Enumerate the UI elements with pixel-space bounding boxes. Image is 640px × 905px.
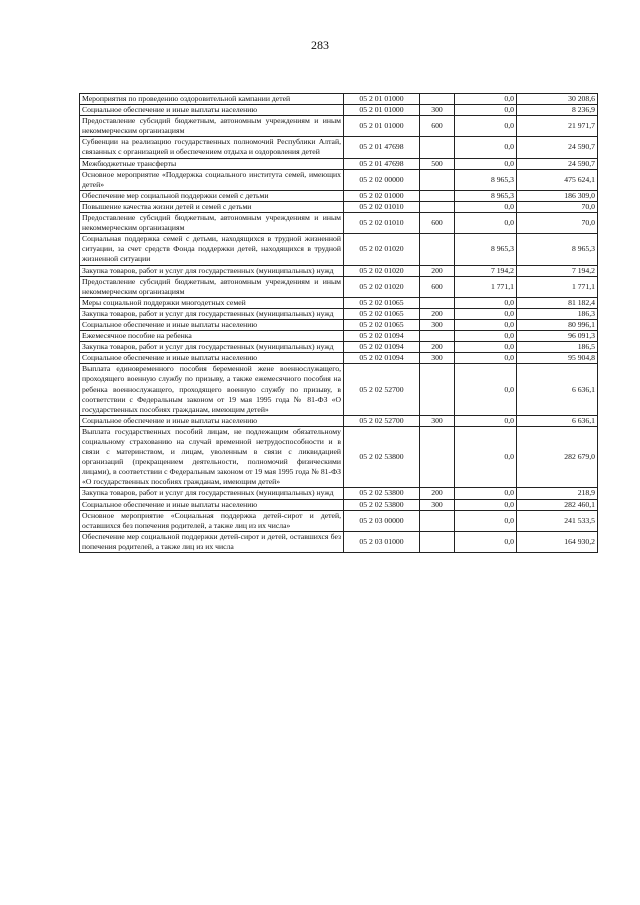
row-name-cell: Социальная поддержка семей с детьми, находящихся в трудной жизненной ситуации, за счет средств Фонда поддержки детей, находящихся в трудной жизненной ситуации [80, 234, 344, 265]
row-value2-cell: 96 091,3 [517, 331, 598, 342]
row-name-cell: Социальное обеспечение и иные выплаты населению [80, 415, 344, 426]
row-type-cell: 200 [420, 488, 455, 499]
row-name-cell: Закупка товаров, работ и услуг для государственных (муниципальных) нужд [80, 488, 344, 499]
row-value2-cell: 186,3 [517, 308, 598, 319]
row-value1-cell: 0,0 [455, 158, 517, 169]
row-value2-cell: 30 208,6 [517, 94, 598, 105]
row-value1-cell: 0,0 [455, 499, 517, 510]
budget-table [79, 93, 598, 553]
row-code-cell: 05 2 02 01020 [344, 265, 420, 276]
row-code-cell: 05 2 02 53800 [344, 426, 420, 488]
table-row [80, 342, 598, 353]
table-row [80, 158, 598, 169]
row-value1-cell: 0,0 [455, 94, 517, 105]
row-name-cell: Межбюджетные трансферты [80, 158, 344, 169]
row-code-cell: 05 2 02 01065 [344, 297, 420, 308]
row-value1-cell: 8 965,3 [455, 169, 517, 190]
row-type-cell: 200 [420, 308, 455, 319]
table-row [80, 499, 598, 510]
row-value2-cell: 21 971,7 [517, 116, 598, 137]
row-value1-cell: 0,0 [455, 488, 517, 499]
row-name-cell: Повышение качества жизни детей и семей с детьми [80, 201, 344, 212]
row-type-cell [420, 531, 455, 552]
table-row [80, 364, 598, 415]
row-value2-cell: 218,9 [517, 488, 598, 499]
row-value1-cell: 0,0 [455, 308, 517, 319]
row-value2-cell: 7 194,2 [517, 265, 598, 276]
row-value1-cell: 8 965,3 [455, 190, 517, 201]
row-value2-cell: 241 533,5 [517, 510, 598, 531]
row-code-cell: 05 2 01 47698 [344, 158, 420, 169]
row-value2-cell: 81 182,4 [517, 297, 598, 308]
row-type-cell: 600 [420, 276, 455, 297]
row-code-cell: 05 2 02 01010 [344, 201, 420, 212]
table-row [80, 415, 598, 426]
row-value1-cell: 0,0 [455, 510, 517, 531]
row-value1-cell: 0,0 [455, 201, 517, 212]
table-row [80, 94, 598, 105]
row-type-cell: 600 [420, 213, 455, 234]
row-value1-cell: 0,0 [455, 105, 517, 116]
row-value1-cell: 0,0 [455, 319, 517, 330]
row-value2-cell: 6 636,1 [517, 415, 598, 426]
row-type-cell: 300 [420, 353, 455, 364]
row-code-cell: 05 2 01 01000 [344, 105, 420, 116]
row-value2-cell: 164 930,2 [517, 531, 598, 552]
row-value2-cell: 186,5 [517, 342, 598, 353]
row-code-cell: 05 2 02 52700 [344, 415, 420, 426]
row-value2-cell: 8 965,3 [517, 234, 598, 265]
row-name-cell: Социальное обеспечение и иные выплаты населению [80, 499, 344, 510]
row-code-cell: 05 2 01 01000 [344, 94, 420, 105]
row-type-cell [420, 94, 455, 105]
row-value2-cell: 8 236,9 [517, 105, 598, 116]
row-code-cell: 05 2 03 01000 [344, 531, 420, 552]
row-type-cell: 500 [420, 158, 455, 169]
row-code-cell: 05 2 02 00000 [344, 169, 420, 190]
row-value2-cell: 6 636,1 [517, 364, 598, 415]
table-row [80, 531, 598, 552]
row-code-cell: 05 2 02 01000 [344, 190, 420, 201]
row-name-cell: Ежемесячное пособие на ребенка [80, 331, 344, 342]
table-row [80, 308, 598, 319]
row-value2-cell: 70,0 [517, 213, 598, 234]
row-value2-cell: 80 996,1 [517, 319, 598, 330]
row-code-cell: 05 2 02 01020 [344, 276, 420, 297]
table-row [80, 510, 598, 531]
row-name-cell: Мероприятия по проведению оздоровительной кампании детей [80, 94, 344, 105]
row-value2-cell: 282 460,1 [517, 499, 598, 510]
table-row [80, 331, 598, 342]
row-type-cell [420, 510, 455, 531]
row-code-cell: 05 2 01 47698 [344, 137, 420, 158]
row-value1-cell: 0,0 [455, 137, 517, 158]
table-row [80, 169, 598, 190]
row-code-cell: 05 2 02 52700 [344, 364, 420, 415]
row-value1-cell: 1 771,1 [455, 276, 517, 297]
row-name-cell: Предоставление субсидий бюджетным, автономным учреждениям и иным некоммерческим организациям [80, 276, 344, 297]
table-row [80, 276, 598, 297]
row-name-cell: Социальное обеспечение и иные выплаты населению [80, 105, 344, 116]
row-code-cell: 05 2 03 00000 [344, 510, 420, 531]
row-value1-cell: 0,0 [455, 297, 517, 308]
row-value1-cell: 0,0 [455, 342, 517, 353]
row-name-cell: Закупка товаров, работ и услуг для государственных (муниципальных) нужд [80, 342, 344, 353]
row-value2-cell: 186 309,0 [517, 190, 598, 201]
row-value2-cell: 95 904,8 [517, 353, 598, 364]
row-code-cell: 05 2 02 53800 [344, 488, 420, 499]
table-row [80, 488, 598, 499]
row-code-cell: 05 2 02 53800 [344, 499, 420, 510]
row-name-cell: Обеспечение мер социальной поддержки семей с детьми [80, 190, 344, 201]
row-value2-cell: 24 590,7 [517, 137, 598, 158]
row-type-cell: 300 [420, 319, 455, 330]
row-value1-cell: 0,0 [455, 531, 517, 552]
row-code-cell: 05 2 02 01065 [344, 308, 420, 319]
row-value1-cell: 0,0 [455, 353, 517, 364]
row-code-cell: 05 2 02 01010 [344, 213, 420, 234]
row-value1-cell: 0,0 [455, 426, 517, 488]
table-row [80, 213, 598, 234]
row-code-cell: 05 2 02 01094 [344, 331, 420, 342]
row-name-cell: Меры социальной поддержки многодетных семей [80, 297, 344, 308]
row-name-cell: Социальное обеспечение и иные выплаты населению [80, 319, 344, 330]
table-row [80, 137, 598, 158]
row-name-cell: Основное мероприятие «Поддержка социального института семей, имеющих детей» [80, 169, 344, 190]
table-row [80, 265, 598, 276]
row-type-cell: 300 [420, 499, 455, 510]
row-type-cell: 300 [420, 105, 455, 116]
row-type-cell [420, 331, 455, 342]
row-value2-cell: 475 624,1 [517, 169, 598, 190]
budget-table-body [80, 94, 598, 553]
row-name-cell: Выплата единовременного пособия беременной жене военнослужащего, проходящего военную службу по призыву, а также ежемесячного пособия на ребенка военнослужащего, проходящего военную службу по призыву, в соответствии с Федеральным законом от 19 мая 1995 года № 81-ФЗ «О государственных пособиях гражданам, имеющим детей» [80, 364, 344, 415]
row-code-cell: 05 2 02 01094 [344, 342, 420, 353]
row-value2-cell: 1 771,1 [517, 276, 598, 297]
row-code-cell: 05 2 02 01020 [344, 234, 420, 265]
row-value1-cell: 0,0 [455, 331, 517, 342]
row-name-cell: Закупка товаров, работ и услуг для государственных (муниципальных) нужд [80, 265, 344, 276]
row-value1-cell: 0,0 [455, 213, 517, 234]
row-name-cell: Предоставление субсидий бюджетным, автономным учреждениям и иным некоммерческим организациям [80, 116, 344, 137]
row-name-cell: Закупка товаров, работ и услуг для государственных (муниципальных) нужд [80, 308, 344, 319]
row-value1-cell: 0,0 [455, 116, 517, 137]
row-name-cell: Предоставление субсидий бюджетным, автономным учреждениям и иным некоммерческим организациям [80, 213, 344, 234]
table-row [80, 426, 598, 488]
row-type-cell [420, 169, 455, 190]
row-value1-cell: 0,0 [455, 415, 517, 426]
row-type-cell: 200 [420, 265, 455, 276]
row-name-cell: Обеспечение мер социальной поддержки детей-сирот и детей, оставшихся без попечения родителей, а также лиц из их числа [80, 531, 344, 552]
row-type-cell [420, 297, 455, 308]
table-row [80, 353, 598, 364]
table-row [80, 201, 598, 212]
row-type-cell [420, 426, 455, 488]
row-value1-cell: 0,0 [455, 364, 517, 415]
row-type-cell [420, 364, 455, 415]
row-code-cell: 05 2 02 01094 [344, 353, 420, 364]
row-value2-cell: 24 590,7 [517, 158, 598, 169]
row-name-cell: Основное мероприятие «Социальная поддержка детей-сирот и детей, оставшихся без попечения родителей, а также лиц из их числа» [80, 510, 344, 531]
row-type-cell [420, 201, 455, 212]
row-type-cell: 300 [420, 415, 455, 426]
row-type-cell [420, 137, 455, 158]
row-name-cell: Выплата государственных пособий лицам, не подлежащим обязательному социальному страхованию на случай временной нетрудоспособности и в связи с материнством, и лицам, уволенным в связи с ликвидацией организаций (прекращением деятельности, полномочий физическими лицами), в соответствии с Федеральным законом от 19 мая 1995 года № 81-ФЗ «О государственных пособиях гражданам, имеющим детей» [80, 426, 344, 488]
row-type-cell: 200 [420, 342, 455, 353]
row-value1-cell: 7 194,2 [455, 265, 517, 276]
table-row [80, 297, 598, 308]
row-code-cell: 05 2 01 01000 [344, 116, 420, 137]
row-value2-cell: 282 679,0 [517, 426, 598, 488]
row-type-cell [420, 234, 455, 265]
table-row [80, 190, 598, 201]
row-name-cell: Субвенции на реализацию государственных полномочий Республики Алтай, связанных с организацией и обеспечением отдыха и оздоровления детей [80, 137, 344, 158]
row-value2-cell: 70,0 [517, 201, 598, 212]
table-row [80, 319, 598, 330]
row-name-cell: Социальное обеспечение и иные выплаты населению [80, 353, 344, 364]
row-code-cell: 05 2 02 01065 [344, 319, 420, 330]
row-type-cell [420, 190, 455, 201]
row-type-cell: 600 [420, 116, 455, 137]
page-number: 283 [311, 38, 329, 52]
table-row [80, 234, 598, 265]
row-value1-cell: 8 965,3 [455, 234, 517, 265]
table-row [80, 116, 598, 137]
table-row [80, 105, 598, 116]
